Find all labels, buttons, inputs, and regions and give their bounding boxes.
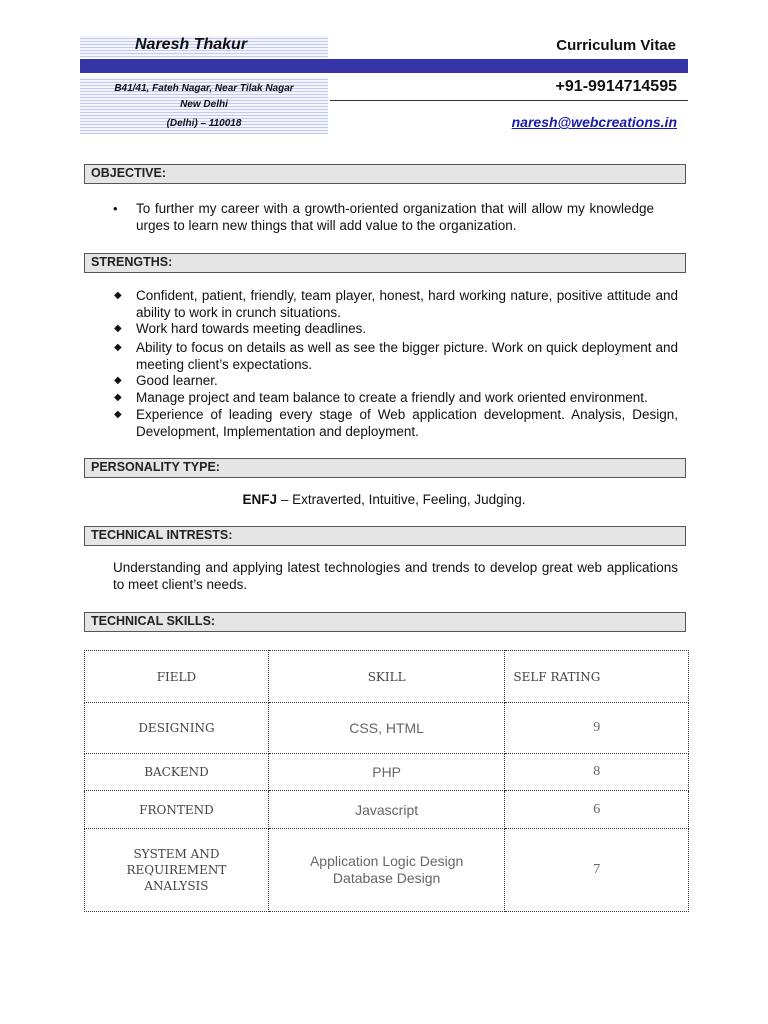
personality-description: – Extraverted, Intuitive, Feeling, Judging. — [277, 492, 526, 507]
section-title: STRENGTHS: — [91, 255, 173, 269]
diamond-bullet-icon: ◆ — [114, 323, 122, 334]
address-line-3: (Delhi) – 110018 — [166, 118, 242, 129]
skill-cell: CSS, HTML — [268, 703, 504, 754]
rating-cell: 9 — [505, 703, 689, 754]
diamond-bullet-icon: ◆ — [114, 342, 122, 353]
document-title: Curriculum Vitae — [556, 37, 676, 54]
table-row — [85, 791, 689, 829]
candidate-name: Naresh Thakur — [135, 36, 248, 53]
table-row — [85, 829, 689, 912]
header-cell-skill: SKILL — [268, 651, 504, 703]
diamond-bullet-icon: ◆ — [114, 392, 122, 403]
rating-cell: 7 — [505, 829, 689, 912]
table-header-row — [85, 651, 689, 703]
section-objective-header — [84, 164, 686, 184]
name-block — [80, 36, 328, 58]
interests-text: Understanding and applying latest technologies and trends to develop great web applications to meet client’s needs. — [113, 560, 678, 592]
skill-cell: PHP — [268, 754, 504, 791]
bullet-icon: • — [113, 201, 118, 216]
header-cell-field: FIELD — [85, 651, 269, 703]
address-line-2: New Delhi — [180, 99, 228, 110]
section-personality-header — [84, 458, 686, 478]
rating-cell: 6 — [505, 791, 689, 829]
strength-item: Manage project and team balance to create a friendly and work oriented environment. — [136, 390, 648, 405]
address-block — [80, 77, 328, 134]
field-cell: FRONTEND — [85, 791, 269, 829]
personality-line — [84, 492, 684, 509]
strength-item: Work hard towards meeting deadlines. — [136, 321, 367, 336]
diamond-bullet-icon: ◆ — [114, 375, 122, 386]
personality-type: ENFJ — [242, 492, 278, 507]
strength-item: Experience of leading every stage of Web application development. Analysis, Design, Development, Implementation and deployment. — [136, 407, 678, 439]
skills-table — [84, 650, 689, 912]
skill-cell: Application Logic Design Database Design — [268, 829, 504, 912]
address-line-1: B41/41, Fateh Nagar, Near Tilak Nagar — [114, 83, 294, 94]
table-row — [85, 703, 689, 754]
section-skills-header — [84, 612, 686, 632]
objective-text: To further my career with a growth-oriented organization that will allow my knowledge urges to learn new things that will add value to the organization. — [136, 201, 654, 233]
section-strengths-header — [84, 253, 686, 273]
diamond-bullet-icon: ◆ — [114, 290, 122, 301]
skill-cell: Javascript — [268, 791, 504, 829]
email-link[interactable]: naresh@webcreations.in — [511, 114, 677, 130]
table-row — [85, 754, 689, 791]
section-title: OBJECTIVE: — [91, 166, 167, 180]
phone-number: +91-9914714595 — [555, 78, 677, 95]
section-title: TECHNICAL INTRESTS: — [91, 528, 233, 542]
header-cell-rating: SELF RATING — [505, 651, 689, 703]
section-title: TECHNICAL SKILLS: — [91, 614, 216, 628]
strength-item: Confident, patient, friendly, team player, honest, hard working nature, positive attitude and ability to work in crunch situations. — [136, 288, 678, 320]
section-interests-header — [84, 526, 686, 546]
header-bar — [80, 59, 688, 73]
field-cell: SYSTEM AND REQUIREMENT ANALYSIS — [85, 829, 269, 912]
field-cell: DESIGNING — [85, 703, 269, 754]
rating-cell: 8 — [505, 754, 689, 791]
diamond-bullet-icon: ◆ — [114, 409, 122, 420]
header-divider — [330, 100, 688, 101]
field-cell: BACKEND — [85, 754, 269, 791]
section-title: PERSONALITY TYPE: — [91, 460, 220, 474]
strength-item: Ability to focus on details as well as see the bigger picture. Work on quick deployment and meeting client’s expectations. — [136, 340, 678, 372]
strength-item: Good learner. — [136, 373, 218, 388]
